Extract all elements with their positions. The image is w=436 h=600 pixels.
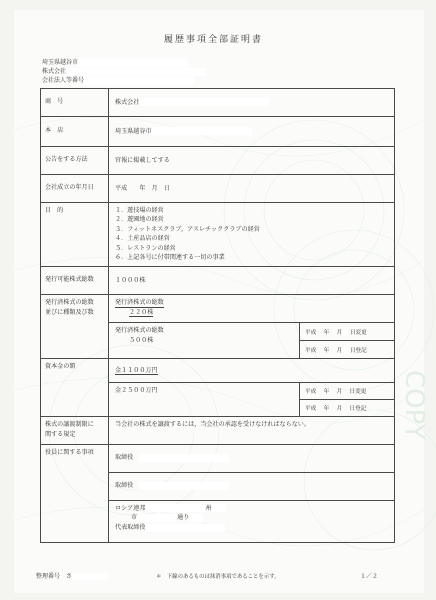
document-title: 履歴事項全部証明書 — [164, 35, 264, 45]
certificate-sheet — [14, 10, 429, 593]
header-corporate-number: 会社法人等番号 — [42, 75, 194, 85]
issued-shares-entry-2: 発行済株式の総数 ５００株 — [109, 323, 300, 359]
row-capital — [41, 359, 395, 383]
row-authorized-shares — [41, 267, 395, 295]
capital-entry-2: 金２５００万円 — [109, 383, 300, 417]
label-head-office: 本 店 — [41, 117, 109, 147]
row-transfer-restriction — [41, 417, 395, 445]
label-authorized-shares: 発行可能株式総数 — [41, 267, 109, 295]
row-issued-shares — [41, 295, 395, 323]
svg-text:COPY: COPY — [399, 370, 429, 440]
header-company-name: 株式会社 — [42, 66, 206, 76]
reference-number: 整理番号 さ — [36, 571, 108, 580]
certificate-table — [40, 88, 395, 543]
row-trade-name — [41, 89, 395, 117]
issued-shares-change-date: 平成 年 月 日変更 — [300, 323, 395, 341]
purpose-item: ６．上記各号に付帯関連する一切の事業 — [115, 254, 225, 262]
capital-entry-1: 金１１００万円 — [109, 359, 395, 383]
row-officers-1 — [41, 444, 395, 472]
capital-register-date: 平成 年 月 日登記 — [300, 400, 395, 417]
purpose-item: ５．レストランの経営 — [115, 244, 176, 252]
label-capital: 資本金の額 — [41, 359, 109, 417]
row-head-office — [41, 117, 395, 147]
row-public-notice — [41, 147, 395, 175]
value-trade-name: 株式会社 — [109, 89, 395, 117]
page-number: １／２ — [360, 573, 379, 580]
officer-representative: ロシア連邦 州 市 通り 代表取締役 — [109, 500, 395, 542]
value-head-office: 埼玉県越谷市 — [109, 117, 395, 147]
label-transfer-restriction: 株式の譲渡制限に 関する規定 — [41, 417, 109, 445]
label-established: 会社成立の年月日 — [41, 175, 109, 203]
label-trade-name: 商 号 — [41, 89, 109, 117]
value-purpose — [109, 203, 395, 267]
officer-director-2: 取締役 — [109, 472, 395, 500]
label-officers: 役員に関する事項 — [41, 444, 109, 542]
value-public-notice: 官報に掲載してする — [109, 147, 395, 175]
issued-shares-register-date: 平成 年 月 日登記 — [300, 341, 395, 359]
purpose-item: １．遊技場の経営 — [115, 207, 164, 214]
officer-director-1: 取締役 — [109, 444, 395, 472]
row-purpose — [41, 203, 395, 267]
value-authorized-shares: １０００株 — [109, 267, 395, 295]
capital-change-date: 平成 年 月 日変更 — [300, 383, 395, 400]
purpose-item: ２．遊園地の経営 — [115, 216, 164, 224]
label-purpose: 目 的 — [41, 203, 109, 267]
label-issued-shares: 発行済株式の総数 並びに種類及び数 — [41, 295, 109, 359]
purpose-item: ３．フィットネスクラブ，アスレチッククラブの経営 — [115, 225, 260, 233]
row-established — [41, 175, 395, 203]
label-public-notice: 公告をする方法 — [41, 147, 109, 175]
header-address: 埼玉県越谷市 — [42, 57, 188, 67]
issued-shares-entry-1: 発行済株式の総数 ２２０株 — [109, 295, 395, 323]
value-established: 平成 年 月 日 — [109, 175, 395, 203]
value-transfer-restriction: 当会社の株式を譲渡するには，当会社の承認を受けなければならない。 — [109, 417, 395, 445]
purpose-item: ４．土産品店の経営 — [115, 235, 170, 243]
footnote: ＊ 下線のあるものは抹消事項であることを示す。 — [156, 574, 280, 580]
